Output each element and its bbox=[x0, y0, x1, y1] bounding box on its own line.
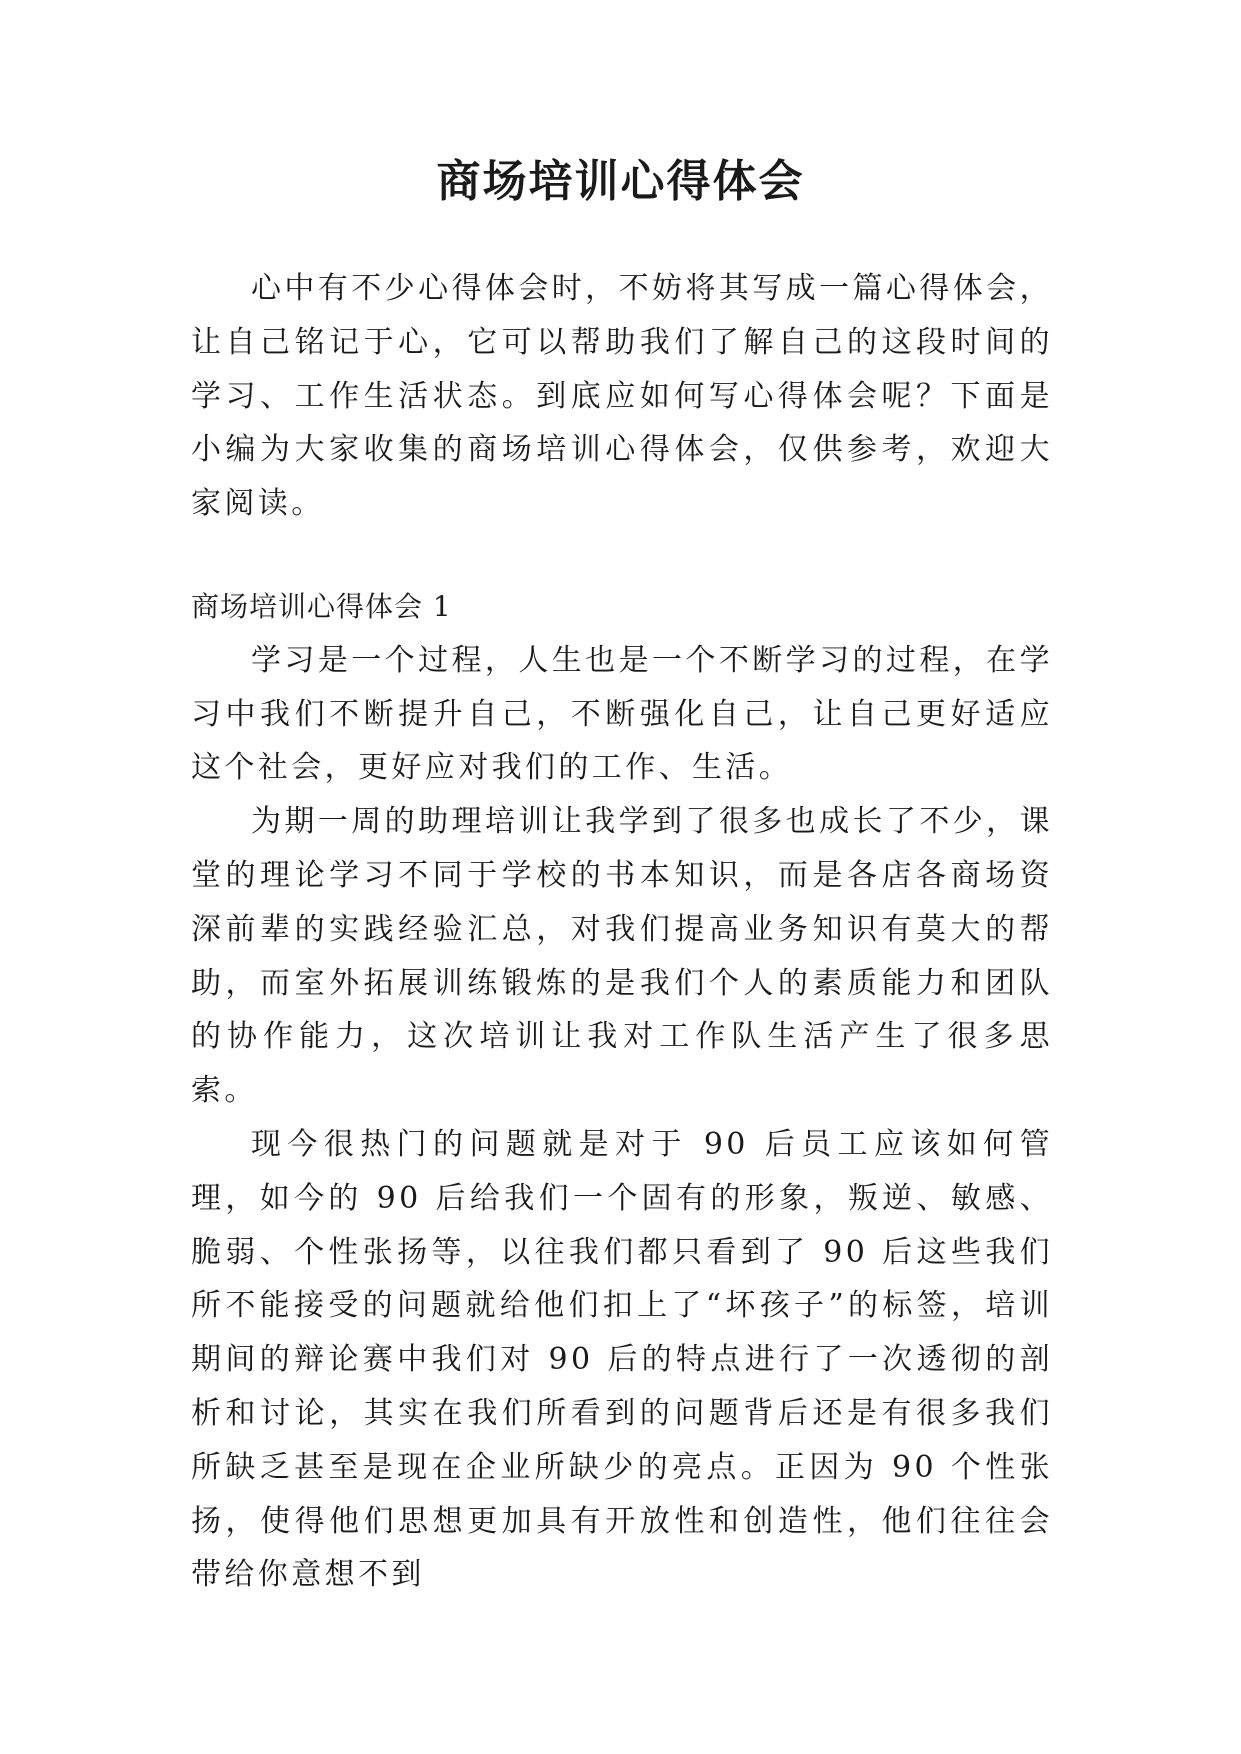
body-paragraph-1: 学习是一个过程，人生也是一个不断学习的过程，在学习中我们不断提升自己，不断强化自己，让自己更好适应这个社会，更好应对我们的工作、生活。 bbox=[191, 642, 1053, 786]
body-paragraph-2: 为期一周的助理培训让我学到了很多也成长了不少，课堂的理论学习不同于学校的书本知识，而是各店各商场资深前辈的实践经验汇总，对我们提高业务知识有莫大的帮助，而室外拓展训练锻炼的是我们个人的素质能力和团队的协作能力，这次培训让我对工作队生活产生了很多思索。 bbox=[191, 804, 1053, 1109]
section-heading: 商场培训心得体会 1 bbox=[191, 589, 452, 623]
intro-paragraph: 心中有不少心得体会时，不妨将其写成一篇心得体会，让自己铭记于心，它可以帮助我们了解自己的这段时间的学习、工作生活状态。到底应如何写心得体会呢？下面是小编为大家收集的商场培训心得体会，仅供参考，欢迎大家阅读。 bbox=[191, 271, 1053, 522]
body-paragraph-3: 现今很热门的问题就是对于 90 后员工应该如何管理，如今的 90 后给我们一个固有的形象，叛逆、敏感、脆弱、个性张扬等，以往我们都只看到了 90 后这些我们所不能接受的问题就给他们扣上了“坏孩子”的标签，培训期间的辩论赛中我们对 90 后的特点进行了一次透彻的剖析和讨论，其实在我们所看到的问题背后还是有很多我们所缺乏甚至是现在企业所缺少的亮点。正因为 90 个性张扬，使得他们思想更加具有开放性和创造性，他们往往会带给你意想不到 bbox=[191, 1126, 1053, 1593]
document-title: 商场培训心得体会 bbox=[436, 156, 805, 207]
document-body bbox=[191, 262, 1053, 1602]
